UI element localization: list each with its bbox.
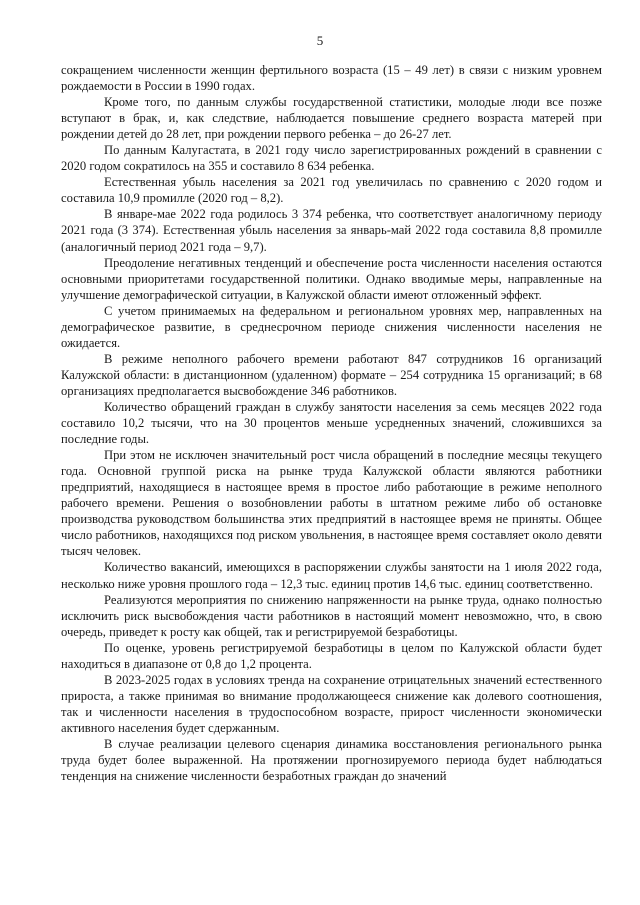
paragraph: В 2023-2025 годах в условиях тренда на сохранение отрицательных значений естественного прироста, а также принимая во внимание продолжающееся снижение как долевого соотношения, так и численности населения в трудоспособном возрасте, прирост численности экономически активного населения будет сдержанным. bbox=[61, 672, 602, 735]
paragraph: По данным Калугастата, в 2021 году число зарегистрированных рождений в сравнении с 2020 годом сократилось на 355 и составило 8 634 ребенка. bbox=[61, 143, 602, 174]
document-body bbox=[61, 62, 602, 784]
paragraph: Преодоление негативных тенденций и обеспечение роста численности населения остаются основными приоритетами государственной политики. Однако вводимые меры, направленные на улучшение демографической ситуации, в Калужской области имеют отложенный эффект. bbox=[61, 255, 602, 302]
page-number: 5 bbox=[316, 33, 324, 48]
paragraph: В случае реализации целевого сценария динамика восстановления регионального рынка труда будет более выраженной. На протяжении прогнозируемого периода будет наблюдаться тенденция на снижение численности безработных граждан до значений bbox=[61, 736, 602, 784]
paragraph: Реализуются мероприятия по снижению напряженности на рынке труда, однако полностью исключить риск высвобождения части работников в настоящий момент невозможно, что, в свою очередь, приведет к росту как общей, так и регистрируемой безработицы. bbox=[61, 592, 602, 639]
paragraph: Кроме того, по данным службы государственной статистики, молодые люди все позже вступают в брак, и, как следствие, наблюдается повышение среднего возраста матерей при рождении детей до 28 лет, при рождении первого ребенка – до 26-27 лет. bbox=[61, 95, 602, 142]
paragraph: С учетом принимаемых на федеральном и региональном уровнях мер, направленных на демографическое развитие, в среднесрочном периоде снижения численности населения не ожидается. bbox=[61, 303, 602, 350]
paragraph: сокращением численности женщин фертильного возраста (15 – 49 лет) в связи с низким уровнем рождаемости в России в 1990 годах. bbox=[61, 63, 602, 94]
paragraph: Естественная убыль населения за 2021 год увеличилась по сравнению с 2020 годом и составила 10,9 промилле (2020 год – 8,2). bbox=[61, 175, 602, 206]
paragraph: Количество вакансий, имеющихся в распоряжении службы занятости на 1 июля 2022 года, несколько ниже уровня прошлого года – 12,3 тыс. единиц против 14,6 тыс. единиц соответственно. bbox=[61, 560, 602, 591]
paragraph: В январе-мае 2022 года родилось 3 374 ребенка, что соответствует аналогичному периоду 2021 года (3 374). Естественная убыль населения за январь-май 2022 года составила 8,8 промилле (аналогичный период 2021 года – 9,7). bbox=[61, 207, 602, 254]
paragraph: Количество обращений граждан в службу занятости населения за семь месяцев 2022 года составило 10,2 тысячи, что на 30 процентов меньше усредненных значений, сложившихся за последние годы. bbox=[61, 399, 602, 447]
paragraph: По оценке, уровень регистрируемой безработицы в целом по Калужской области будет находиться в диапазоне от 0,8 до 1,2 процента. bbox=[61, 640, 602, 671]
paragraph: В режиме неполного рабочего времени работают 847 сотрудников 16 организаций Калужской области: в дистанционном (удаленном) формате – 254 сотрудника 15 организаций; в 68 организациях предполагается высвобождение 346 работников. bbox=[61, 351, 602, 398]
paragraph: При этом не исключен значительный рост числа обращений в последние месяцы текущего года. Основной группой риска на рынке труда Калужской области являются работники предприятий, находящиеся в настоящее время в простое либо работающие в режиме неполного рабочего времени. Решения о возобновлении работы в штатном режиме либо об остановке производства руководством большинства этих предприятий в настоящее время не приняты. Общее число работников, находящихся под риском увольнения, в настоящее время составляет около девяти тысяч человек. bbox=[61, 448, 602, 559]
